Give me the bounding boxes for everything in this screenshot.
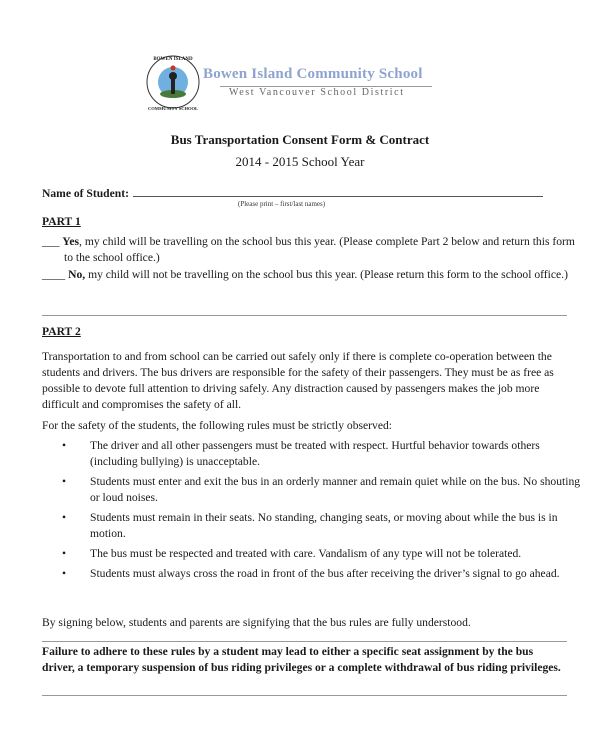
school-name: Bowen Island Community School xyxy=(203,66,423,82)
yes-blank[interactable]: ___ xyxy=(42,235,60,248)
rule-item: • The bus must be respected and treated with care. Vandalism of any type will not be tolerated. xyxy=(90,546,590,562)
no-text: my child will not be travelling on the school bus this year. (Please return this form to the school office.) xyxy=(85,268,568,281)
option-yes[interactable] xyxy=(42,234,584,266)
rule-item: • Students must remain in their seats. No standing, changing seats, or moving about while the bus is in motion. xyxy=(90,510,590,542)
school-year: 2014 - 2015 School Year xyxy=(235,154,365,169)
svg-text:COMMUNITY SCHOOL: COMMUNITY SCHOOL xyxy=(148,106,198,111)
rule-item: • The driver and all other passengers must be treated with respect. Hurtful behavior towards others (including bullying) is unacceptable. xyxy=(90,438,590,470)
part2-heading: PART 2 xyxy=(42,325,81,338)
no-blank[interactable]: ____ xyxy=(42,268,66,281)
option-no[interactable] xyxy=(42,267,584,283)
rules-intro: For the safety of the students, the following rules must be strictly observed: xyxy=(42,419,393,432)
divider xyxy=(42,641,567,642)
yes-label: Yes xyxy=(62,235,80,248)
student-name-label: Name of Student: xyxy=(42,187,129,200)
rule-item: • Students must enter and exit the bus in an orderly manner and remain quiet while on the bus. No shouting or loud noises. xyxy=(90,474,590,506)
svg-text:BOWEN ISLAND: BOWEN ISLAND xyxy=(153,57,193,62)
intro-paragraph: Transportation to and from school can be carried out safely only if there is complete co-operation between the students and drivers. The bus drivers are responsible for the safety of their passengers. They must be as free as possible to devote full attention to driving safely. Any distraction caused by passengers makes the job more difficult and compromises the safety of all. xyxy=(42,350,554,411)
part1-heading: PART 1 xyxy=(42,215,81,228)
name-hint: (Please print – first/last names) xyxy=(238,200,326,208)
signing-statement: By signing below, students and parents are signifying that the bus rules are fully understood. xyxy=(42,616,471,629)
rules-list xyxy=(42,438,590,586)
form-title: Bus Transportation Consent Form & Contract xyxy=(170,132,430,147)
yes-text: , my child will be travelling on the school bus this year. (Please complete Part 2 below and return this form to the school office.) xyxy=(64,235,575,264)
divider xyxy=(42,315,567,316)
divider xyxy=(42,695,567,696)
school-district: West Vancouver School District xyxy=(229,87,405,98)
warning-statement: Failure to adhere to these rules by a student may lead to either a specific seat assignment by the bus driver, a temporary suspension of bus riding privileges or a complete withdrawal of bus riding privileges. xyxy=(42,645,561,674)
school-logo xyxy=(145,50,201,116)
no-label: No, xyxy=(68,268,86,281)
rule-item: • Students must always cross the road in front of the bus after receiving the driver’s signal to go ahead. xyxy=(90,566,590,582)
student-name-line[interactable] xyxy=(133,186,543,197)
